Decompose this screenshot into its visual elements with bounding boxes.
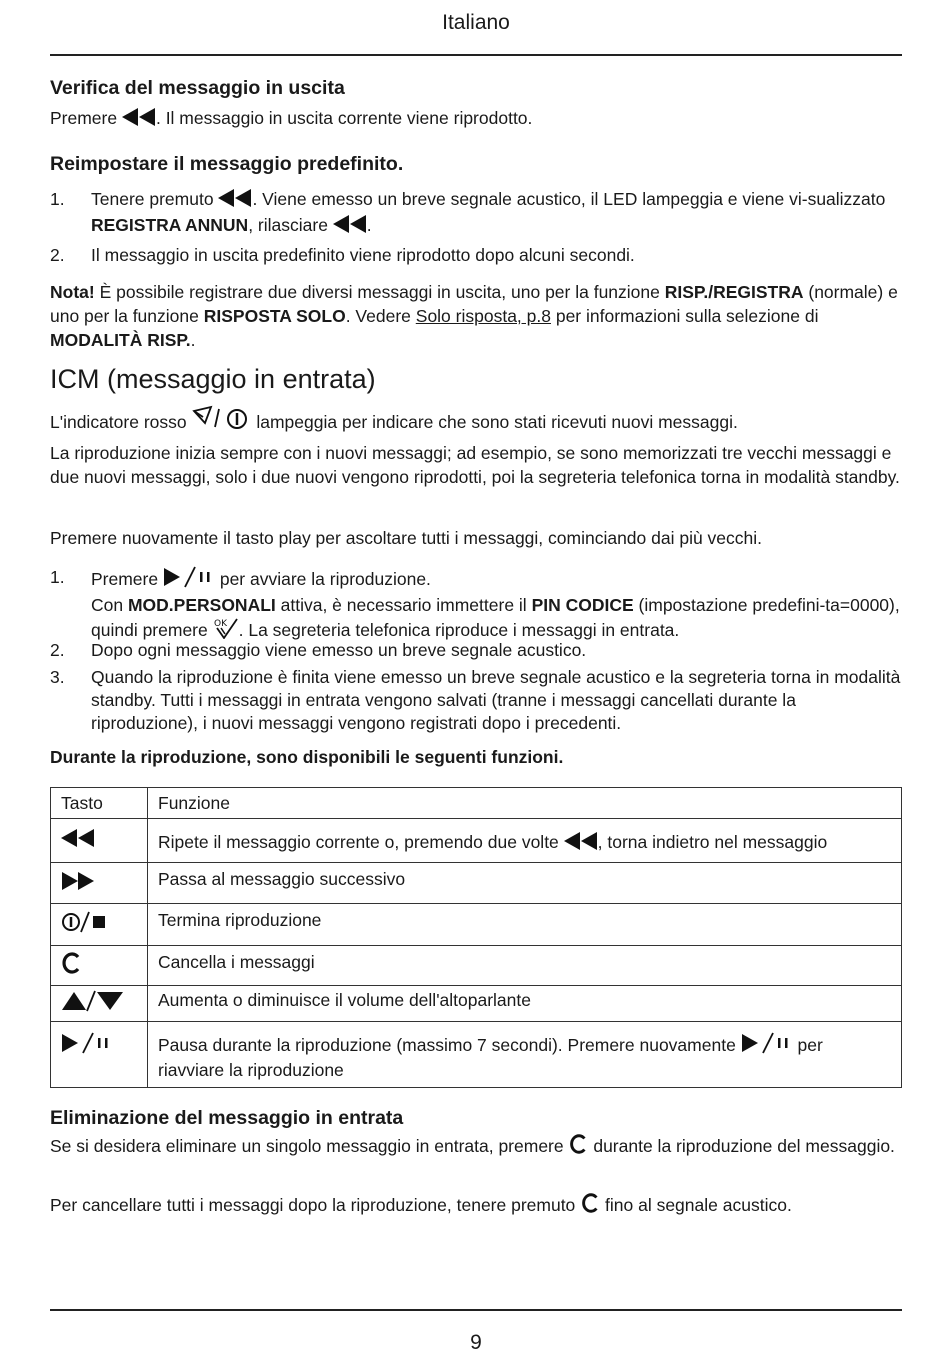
- rewind-icon: [61, 827, 95, 854]
- section-title-verify: Verifica del messaggio in uscita: [50, 77, 345, 99]
- icm-paragraph-3: Premere nuovamente il tasto play per ascoltare tutti i messaggi, cominciando dai più vecchi.: [50, 528, 763, 548]
- icm-paragraph-2: La riproduzione inizia sempre con i nuovi messaggi; ad esempio, se sono memorizzati tre vecchi messaggi e due nuovi messaggi, solo i due nuovi vengono riprodotti, poi la segreteria telefonica torna in modalità standby.: [50, 443, 900, 487]
- play-pause-icon: [163, 566, 215, 594]
- column-header-key: Tasto: [51, 788, 148, 819]
- rewind-icon: [564, 831, 598, 856]
- rewind-icon: [218, 188, 252, 214]
- indicator-text: L'indicatore rosso lampeggia per indicare che sono stati ricevuti nuovi messaggi.: [50, 405, 902, 437]
- delete-c-icon: [580, 1192, 600, 1220]
- page-header-language: Italiano: [442, 11, 510, 34]
- volume-up-down-icon: [61, 990, 125, 1017]
- play-pause-icon: [741, 1032, 793, 1059]
- table-row: Ripete il messaggio corrente o, premendo due volte , torna indietro nel messaggio: [51, 819, 902, 863]
- power-stop-icon: [61, 910, 113, 939]
- play-pause-icon: [61, 1032, 113, 1059]
- delete-c-icon: [568, 1133, 588, 1161]
- table-row: Passa al messaggio successivo: [51, 863, 902, 904]
- footer-rule: [50, 1309, 902, 1311]
- table-row: Termina riproduzione: [51, 904, 902, 946]
- fast-forward-icon: [61, 870, 95, 897]
- solo-risposta-link[interactable]: Solo risposta, p.8: [415, 306, 551, 326]
- rewind-icon: [333, 214, 367, 240]
- page-number: 9: [470, 1331, 482, 1354]
- table-row: Aumenta o diminuisce il volume dell'altoparlante: [51, 986, 902, 1022]
- note-paragraph: Nota! È possibile registrare due diversi messaggi in uscita, uno per la funzione RISP./REGISTRA (normale) e uno per la funzione RISPOSTA SOLO. Vedere Solo risposta, p.8 per informazioni sulla selezione di MODALITÀ RISP..: [50, 282, 898, 350]
- message-power-indicator-icon: [191, 405, 251, 437]
- icm-step-2: 2. Dopo ogni messaggio viene emesso un breve segnale acustico.: [50, 640, 587, 660]
- section-title-reset: Reimpostare il messaggio predefinito.: [50, 153, 404, 175]
- rewind-icon: [122, 107, 156, 133]
- function-table: [50, 787, 902, 1088]
- during-playback-heading: Durante la riproduzione, sono disponibili le seguenti funzioni.: [50, 747, 564, 767]
- delete-c-icon: [61, 951, 81, 980]
- table-header-row: [51, 788, 902, 819]
- icm-step-3: 3. Quando la riproduzione è finita viene emesso un breve segnale acustico e la segreteria torna in modalità standby. Tutti i messaggi in entrata vengono salvati (tranne i messaggi cancellati durante la riproduzione), i nuovi messaggi vengono registrati dopo i precedenti.: [50, 667, 901, 733]
- column-header-function: Funzione: [148, 788, 902, 819]
- verify-text: Premere . Il messaggio in uscita corrente viene riprodotto.: [50, 106, 902, 133]
- table-row: Pausa durante la riproduzione (massimo 7 secondi). Premere nuovamente per riavviare la riproduzione: [51, 1022, 902, 1088]
- section-title-delete: Eliminazione del messaggio in entrata: [50, 1107, 404, 1129]
- delete-paragraph-1: Se si desidera eliminare un singolo messaggio in entrata, premere durante la riproduzione del messaggio.: [50, 1133, 902, 1161]
- header-rule: [50, 54, 902, 56]
- section-title-icm: ICM (messaggio in entrata): [50, 364, 376, 394]
- icm-step-1: 1. Premere per avviare la riproduzione. Con MOD.PERSONALI attiva, è necessario immettere il PIN CODICE (impostazione predefini-ta=0000), quindi premere OK . La segreteria telefonica riproduce i messaggi in entrata.: [50, 566, 902, 645]
- svg-text:OK: OK: [213, 619, 227, 629]
- reset-step-2: 2. Il messaggio in uscita predefinito viene riprodotto dopo alcuni secondi.: [50, 245, 635, 265]
- table-row: Cancella i messaggi: [51, 946, 902, 986]
- reset-step-1: 1. Tenere premuto . Viene emesso un breve segnale acustico, il LED lampeggia e viene vi-sualizzato REGISTRA ANNUN, rilasciare .: [50, 188, 902, 240]
- delete-paragraph-2: Per cancellare tutti i messaggi dopo la riproduzione, tenere premuto fino al segnale acustico.: [50, 1192, 902, 1220]
